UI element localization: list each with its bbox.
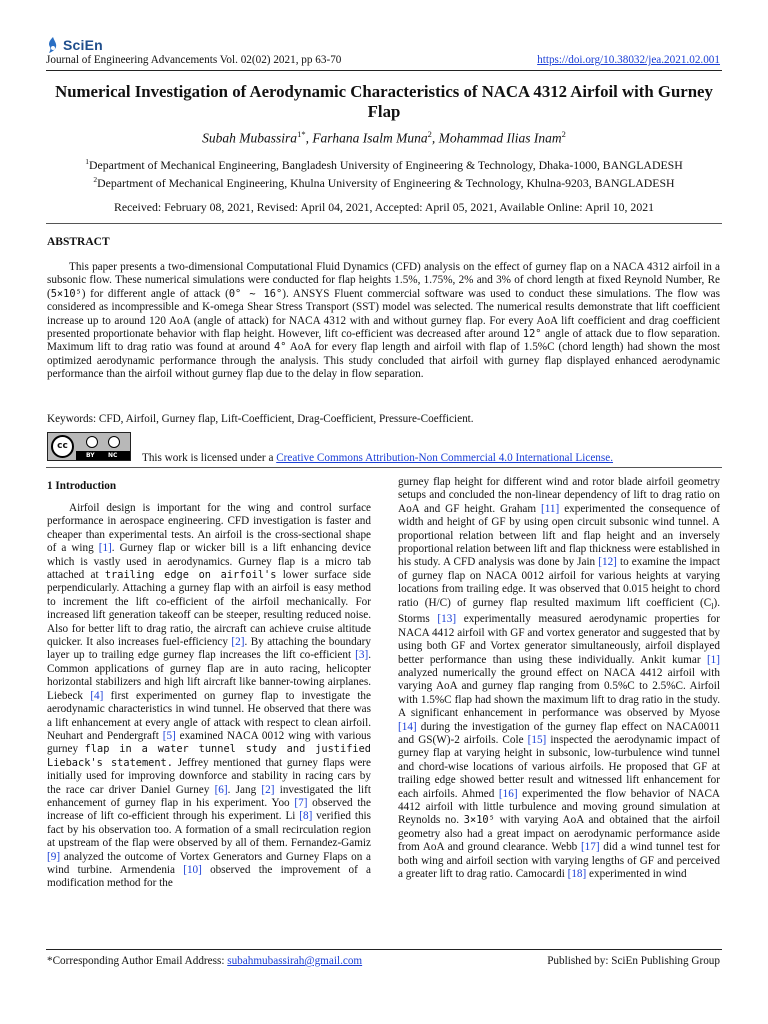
by-label: BY [86, 452, 95, 459]
abstract-heading: ABSTRACT [47, 236, 110, 248]
body-text: Jeffrey mentioned that gurney flaps were initially used for improving downforce and stability in racing cars by the race car driver Daniel Gurney [47, 756, 371, 796]
body-text: analyzed the outcome of Vortex Generators and Gurney Flaps on a wind turbine. Armendenia [47, 850, 371, 876]
author-affiliation-mark: 2 [561, 129, 566, 139]
body-text: first experimented on gurney flap to investigate the aerodynamic characteristics in wind tunnel. He observed that there was a lift enhancement at every angle of attack with respect to clean airfoil. Neuhart and Pendergraft [47, 689, 371, 742]
author-name: Mohammad Ilias Inam [438, 130, 562, 146]
abstract-segment: AoA for every flap length and airfoil with flap of 1.5%C (chord length) had shown the most optimized aerodynamic performance through the analysis. This study concluded that airfoil with gurney flap displayed enhanced aerodynamic performance than the airfoil without gurney flap due to the delay in flow separation. [47, 341, 721, 381]
body-text: to examine the impact of gurney flap on NACA 0012 airfoil for various heights at varying locations from trailing edge. It was observed that 0.015 height to chord ratio (H/C) of gurney flap resulted maximum lift coefficient (C [398, 556, 720, 609]
footer-divider [46, 949, 722, 950]
affiliation-mark: 2 [93, 175, 98, 184]
abstract-segment: ) for different angle of attack ( [81, 287, 229, 300]
citation-link[interactable]: [8] [299, 810, 313, 823]
body-text: during the investigation of the gurney flap effect on NACA0011 and GS(W)-2 airfoils. Cole [398, 720, 720, 746]
nc-icon [108, 436, 120, 448]
license-link[interactable]: Creative Commons Attribution-Non Commercial 4.0 International License. [276, 452, 614, 464]
citation-link[interactable]: [7] [294, 796, 308, 809]
citation-link[interactable]: [17] [580, 841, 600, 854]
doi-link[interactable]: https://doi.org/10.38032/jea.2021.02.001 [537, 54, 720, 66]
license-prefix: This work is licensed under a [142, 452, 277, 464]
reynolds-number: 5×10⁵ [50, 287, 82, 300]
body-text: experimentally measured aerodynamic properties for NACA 4412 airfoil with GF and vortex generator and suggested that by using both GF and Vortex generator simultaneously, airfoil displayed better performance than using these individually. Ankit kumar [398, 613, 720, 666]
body-text: inspected the aerodynamic impact of gurney flap at varying height in subsonic, low-turbulence wind tunnel and chord-wise locations of various airfoils. He proposed that GF at trailing edge showed better result and witnessed lift enhancement for each airfoils. Ahmed [398, 733, 720, 800]
citation-link[interactable]: [16] [498, 787, 518, 800]
scien-logo-icon [46, 36, 60, 54]
body-text: . Common applications of gurney flap are in auto racing, helicopter horizontal stabilizers and high lift aircraft like banner-towing airplanes. Liebeck [47, 649, 371, 702]
citation-link[interactable]: [10] [183, 863, 202, 876]
paper-title: Numerical Investigation of Aerodynamic Characteristics of NACA 4312 Airfoil with Gurney Flap [55, 82, 713, 121]
author-name: Farhana Isalm Muna [312, 130, 428, 146]
publisher: Published by: SciEn Publishing Group [547, 955, 720, 967]
body-text-mono: 3×10⁵ [463, 814, 495, 827]
citation-link[interactable]: [13] [437, 613, 457, 626]
body-text: experimented in wind [586, 868, 687, 881]
author-separator: , [431, 130, 439, 146]
body-text: . Gurney flap or wicker bill is a lift enhancing device which is vastly used in aerodynamics. Gurney flap is a micro tab attached at [47, 542, 371, 582]
body-text: ). Storms [398, 596, 720, 626]
author-name: Subah Mubassira [202, 130, 298, 146]
author-email-link[interactable]: subahmubassirah@gmail.com [227, 955, 363, 967]
body-text: with varying AoA and obtained that the airfoil geometry also had a great impact on aerodynamic performance aside from AoA and ground clearance. Webb [398, 814, 720, 854]
body-text-mono: trailing edge on airfoil's [104, 569, 277, 582]
citation-link[interactable]: [14] [398, 720, 417, 733]
citation-link[interactable]: [6] [214, 783, 228, 796]
affiliation-text: Department of Mechanical Engineering, Khulna University of Engineering & Technology, Khulna-9203, BANGLADESH [97, 175, 675, 190]
subscript: l [711, 601, 714, 611]
max-ld-angle: 4° [274, 341, 287, 354]
nc-label: NC [108, 452, 118, 459]
author-list [46, 126, 722, 147]
body-text: observed the increase of lift co-efficient through his experiment. Li [47, 796, 371, 823]
author-affiliation-mark: 1* [297, 129, 306, 139]
citation-link[interactable]: [18] [567, 868, 587, 881]
citation-link[interactable]: [1] [98, 542, 112, 555]
abstract-text [47, 261, 720, 382]
body-text: . Jang [227, 783, 262, 796]
citation-link[interactable]: [9] [47, 850, 61, 863]
affiliation-text: Department of Mechanical Engineering, Bangladesh University of Engineering & Technology, Dhaka-1000, BANGLADESH [88, 157, 683, 172]
intro-right-column [398, 476, 720, 881]
affiliation [46, 172, 722, 191]
header-divider [46, 70, 722, 71]
email-label: *Corresponding Author Email Address: [47, 955, 228, 967]
body-text: experimented the consequence of width and height of GF by using open circuit subsonic wind tunnel. A proportional relation between lift and flap height and an inversely proportional relation between lift and flap thickness were established in his study. A CFD analysis was done by Jain [398, 502, 720, 569]
badge-strip [76, 451, 130, 460]
body-text: observed the improvement of a modification method for the [47, 863, 371, 890]
body-text: . By attaching the boundary layer up to trailing edge gurney flap increases the lift co-efficient [47, 636, 372, 662]
citation-link[interactable]: [2] [261, 783, 275, 796]
abstract-divider [46, 223, 722, 224]
body-text: analyzed numerically the ground effect on NACA 4412 airfoil with varying AoA and gurney flap ranging from 0.5%C to 2.5%C. Airfoil with 1.5%C flap had shown the maximum lift to drag ratio in the study. A significant enhancement in performance was observed by Myose [398, 666, 720, 720]
cc-license-icon: cc [51, 435, 74, 458]
body-text: investigated the lift enhancement of gurney flap in his experiment. Yoo [47, 783, 372, 809]
journal-citation: Journal of Engineering Advancements Vol. 02(02) 2021, pp 63-70 [46, 54, 342, 66]
aoa-range: 0° ~ 16° [228, 287, 283, 300]
affiliation [46, 154, 722, 173]
section-heading-introduction: 1 Introduction [47, 480, 117, 492]
keywords: Keywords: CFD, Airfoil, Gurney flap, Lift-Coefficient, Drag-Coefficient, Pressure-Coefficient. [47, 413, 474, 425]
body-text-mono: flap in a water tunnel study and justified Lieback's statement. [47, 743, 371, 769]
scien-logo [46, 34, 103, 56]
citation-link[interactable]: [4] [90, 689, 104, 702]
body-text: Airfoil design is important for the wing and control surface performance in aerospace engineering. CFD investigation is faster and cheaper than experimental tests. An airfoil is the cross-sectional shape of a wing [47, 502, 371, 555]
citation-link[interactable]: [2] [231, 636, 245, 649]
body-text: did a wind tunnel test for both wing and airfoil section with varying lengths of GF and perceived a greater lift to drag ratio. Camocardi [398, 841, 720, 881]
cc-license-badge[interactable] [47, 432, 131, 461]
body-text: verified this fact by his observation too. A formation of a small recirculation region at upstream of the flap were observed by all of them. Fernandez-Gamiz [47, 810, 372, 850]
body-text: examined NACA 0012 wing with various gurney [47, 729, 371, 756]
publication-dates: Received: February 08, 2021, Revised: April 04, 2021, Accepted: April 05, 2021, Available Online: April 10, 2021 [113, 200, 655, 214]
citation-link[interactable]: [15] [527, 733, 547, 746]
author-separator: , [305, 130, 313, 146]
abstract-segment: angle of attack due to flow separation. Maximum lift to drag ratio was found at around [47, 328, 720, 354]
body-text: gurney flap height for different wind and rotor blade airfoil geometry setups and concluded the non-linear dependency of lift to drag ratio on AoA and GF height. Graham [398, 476, 720, 515]
citation-link[interactable]: [11] [541, 502, 560, 515]
license-divider [46, 467, 722, 468]
brand-name: SciEn [63, 37, 103, 53]
by-icon [86, 436, 98, 448]
intro-left-column [47, 502, 371, 891]
body-text: experimented the flow behavior of NACA 4412 airfoil with little turbulence and moving ground simulation at Reynolds no. [398, 787, 721, 827]
license-statement [142, 452, 613, 464]
citation-link[interactable]: [1] [706, 653, 720, 666]
citation-link[interactable]: [5] [162, 729, 176, 742]
citation-link[interactable]: [3] [355, 649, 369, 662]
stall-angle: 12° [522, 328, 542, 341]
abstract-segment: ). ANSYS Fluent commercial software was used to conduct these simulations. The flow was considered as incompressible and K-omega Shear Stress Transport (SST) model was selected. The numerical results demonstrate that lift coefficient increase up to around 120 AoA (angle of attack) for NACA 4312 with and without gurney flap. For every AoA lift coefficient and drag coefficient presented proportionate behavior with flap height. However, lift co-efficient was decreased after around [47, 287, 720, 341]
corresponding-author [47, 955, 362, 967]
author-affiliation-mark: 2 [427, 129, 432, 139]
abstract-segment: This paper presents a two-dimensional Computational Fluid Dynamics (CFD) analysis on the effect of gurney flap on a NACA 4312 airfoil in a subsonic flow. These numerical simulations were conducted for flap heights 1.5%, 1.75%, 2% and 3% of chord length at fixed Reynold Number, Re ( [47, 261, 720, 300]
body-text: lower surface side perpendicularly. Attaching a gurney flap with an airfoil is easy method to increment the lift co-efficient of the airfoil mechanically. For increased lift generation takeoff can be steeper, resulting reduced noise. Also for better lift to drag ratio, the aircraft can achieve cruise altitude quicker. It also increases fuel-efficiency [47, 569, 371, 649]
affiliation-mark: 1 [85, 157, 89, 166]
citation-link[interactable]: [12] [598, 556, 617, 569]
